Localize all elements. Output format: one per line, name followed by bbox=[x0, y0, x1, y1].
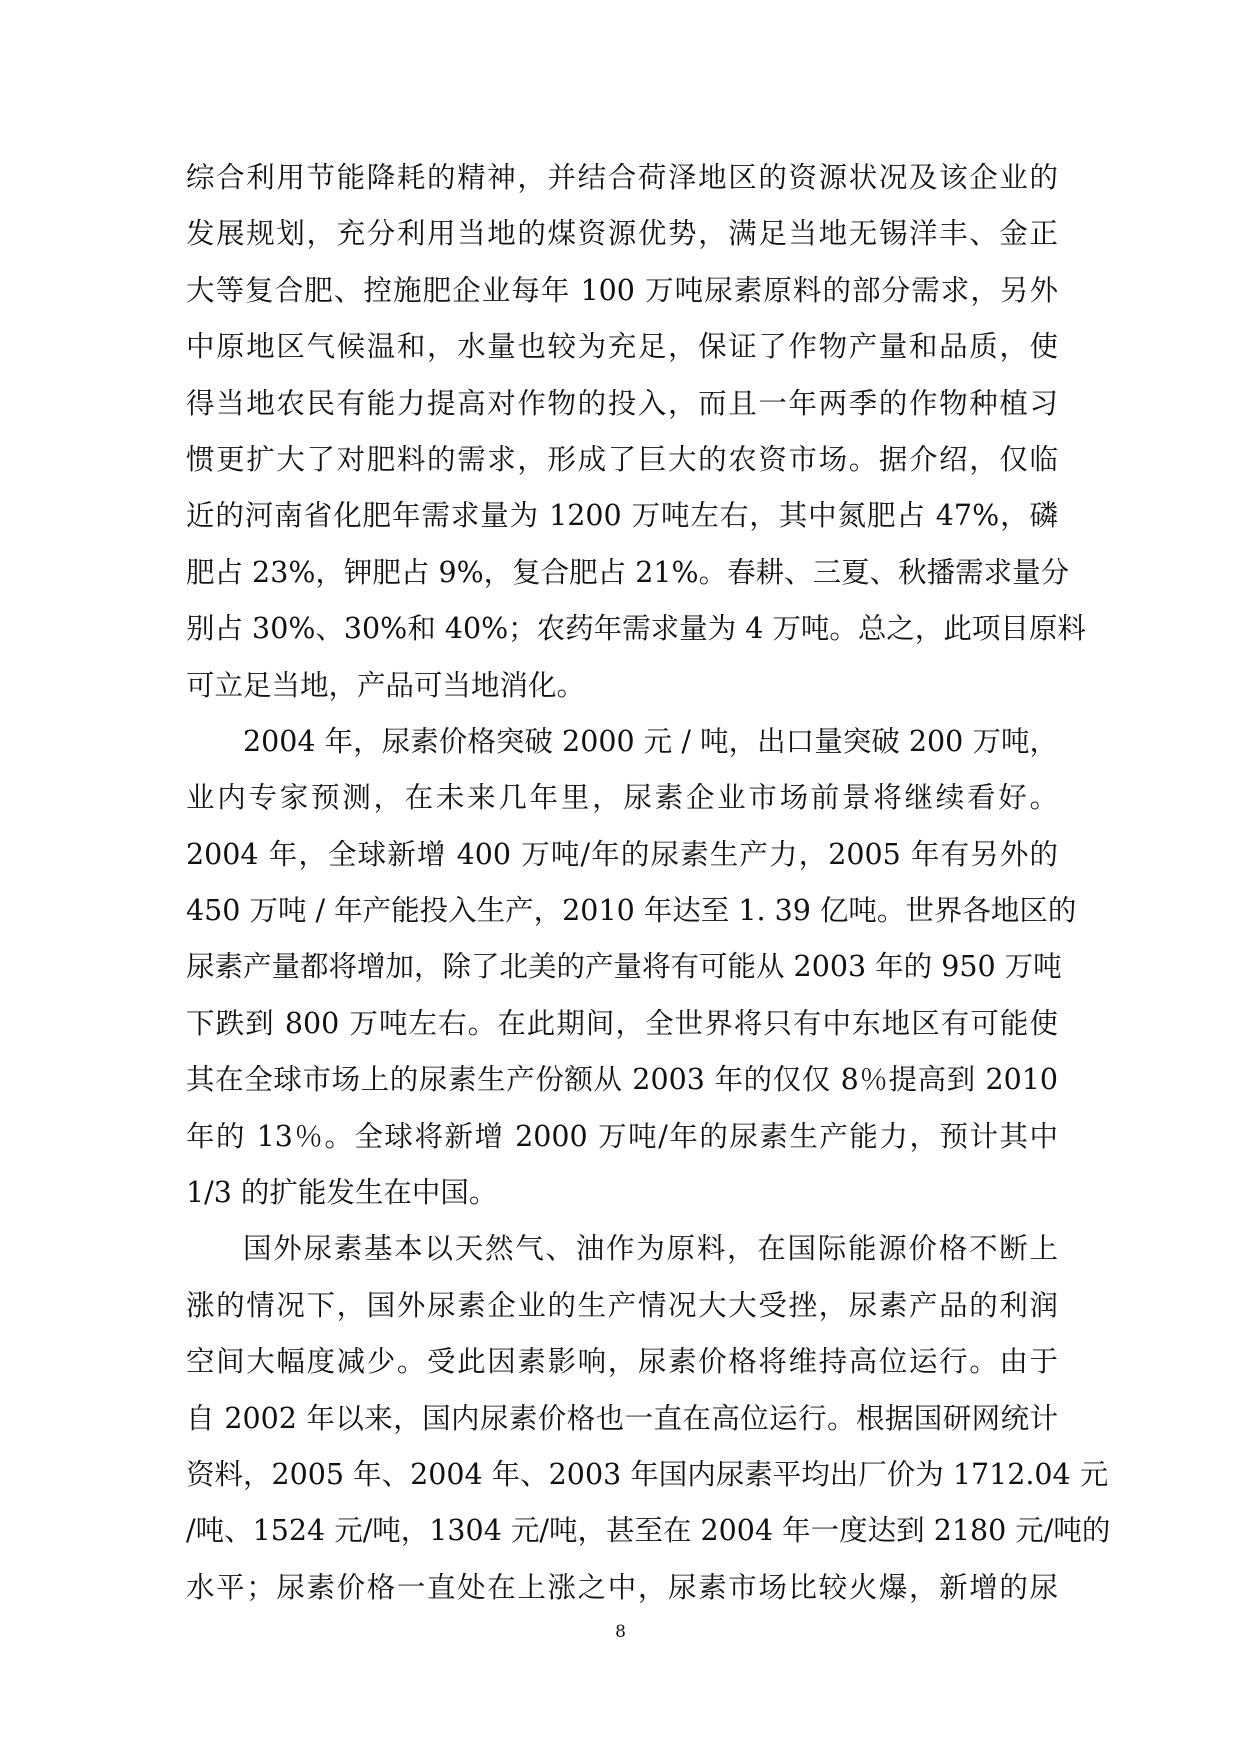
paragraph-1 bbox=[186, 150, 1086, 714]
text-line: 下跌到 800 万吨左右。在此期间，全世界将只有中东地区有可能使 bbox=[186, 1006, 1058, 1040]
text-line: 2004 年，尿素价格突破 2000 元 / 吨，出口量突破 200 万吨， bbox=[243, 724, 1058, 758]
text-line: /吨、1524 元/吨，1304 元/吨，甚至在 2004 年一度达到 2180 元/吨的 bbox=[186, 1514, 1111, 1548]
text-line: 其在全球市场上的尿素生产份额从 2003 年的仅仅 8％提高到 2010 bbox=[186, 1063, 1058, 1097]
text-line: 450 万吨 / 年产能投入生产，2010 年达至 1. 39 亿吨。世界各地区的 bbox=[186, 894, 1077, 928]
text-line: 资料，2005 年、2004 年、2003 年国内尿素平均出厂价为 1712.04 元 bbox=[186, 1457, 1109, 1491]
text-line: 惯更扩大了对肥料的需求，形成了巨大的农资市场。据介绍，仅临 bbox=[186, 442, 1058, 476]
paragraph-3 bbox=[186, 1221, 1111, 1616]
text-line: 自 2002 年以来，国内尿素价格也一直在高位运行。根据国研网统计 bbox=[186, 1401, 1058, 1435]
text-line: 空间大幅度减少。受此因素影响，尿素价格将维持高位运行。由于 bbox=[186, 1345, 1058, 1379]
text-line: 1/3 的扩能发生在中国。 bbox=[186, 1176, 498, 1210]
text-line: 水平；尿素价格一直处在上涨之中，尿素市场比较火爆，新增的尿 bbox=[186, 1570, 1058, 1604]
text-line: 国外尿素基本以天然气、油作为原料，在国际能源价格不断上 bbox=[243, 1232, 1058, 1266]
text-line: 涨的情况下，国外尿素企业的生产情况大大受挫，尿素产品的利润 bbox=[186, 1288, 1058, 1322]
text-line: 尿素产量都将增加，除了北美的产量将有可能从 2003 年的 950 万吨 bbox=[186, 950, 1062, 984]
text-line: 近的河南省化肥年需求量为 1200 万吨左右，其中氮肥占 47%，磷 bbox=[186, 499, 1058, 533]
text-line: 业内专家预测，在未来几年里，尿素企业市场前景将继续看好。 bbox=[186, 781, 1058, 815]
paragraph-2 bbox=[186, 714, 1077, 1222]
text-line: 肥占 23%，钾肥占 9%，复合肥占 21%。春耕、三夏、秋播需求量分 bbox=[186, 555, 1070, 589]
text-line: 得当地农民有能力提高对作物的投入，而且一年两季的作物种植习 bbox=[186, 386, 1058, 420]
text-line: 发展规划，充分利用当地的煤资源优势，满足当地无锡洋丰、金正 bbox=[186, 217, 1058, 251]
text-line: 年的 13％。全球将新增 2000 万吨/年的尿素生产能力，预计其中 bbox=[186, 1119, 1058, 1153]
page-number: 8 bbox=[615, 1622, 626, 1642]
text-line: 大等复合肥、控施肥企业每年 100 万吨尿素原料的部分需求，另外 bbox=[186, 273, 1058, 307]
text-line: 综合利用节能降耗的精神，并结合荷泽地区的资源状况及该企业的 bbox=[186, 161, 1058, 194]
document-body bbox=[186, 150, 1111, 1616]
text-line: 2004 年，全球新增 400 万吨/年的尿素生产力，2005 年有另外的 bbox=[186, 837, 1058, 871]
text-line: 中原地区气候温和，水量也较为充足，保证了作物产量和品质，使 bbox=[186, 330, 1058, 364]
text-line: 别占 30%、30%和 40%；农药年需求量为 4 万吨。总之，此项目原料 bbox=[186, 612, 1086, 646]
text-line: 可立足当地，产品可当地消化。 bbox=[186, 668, 586, 702]
